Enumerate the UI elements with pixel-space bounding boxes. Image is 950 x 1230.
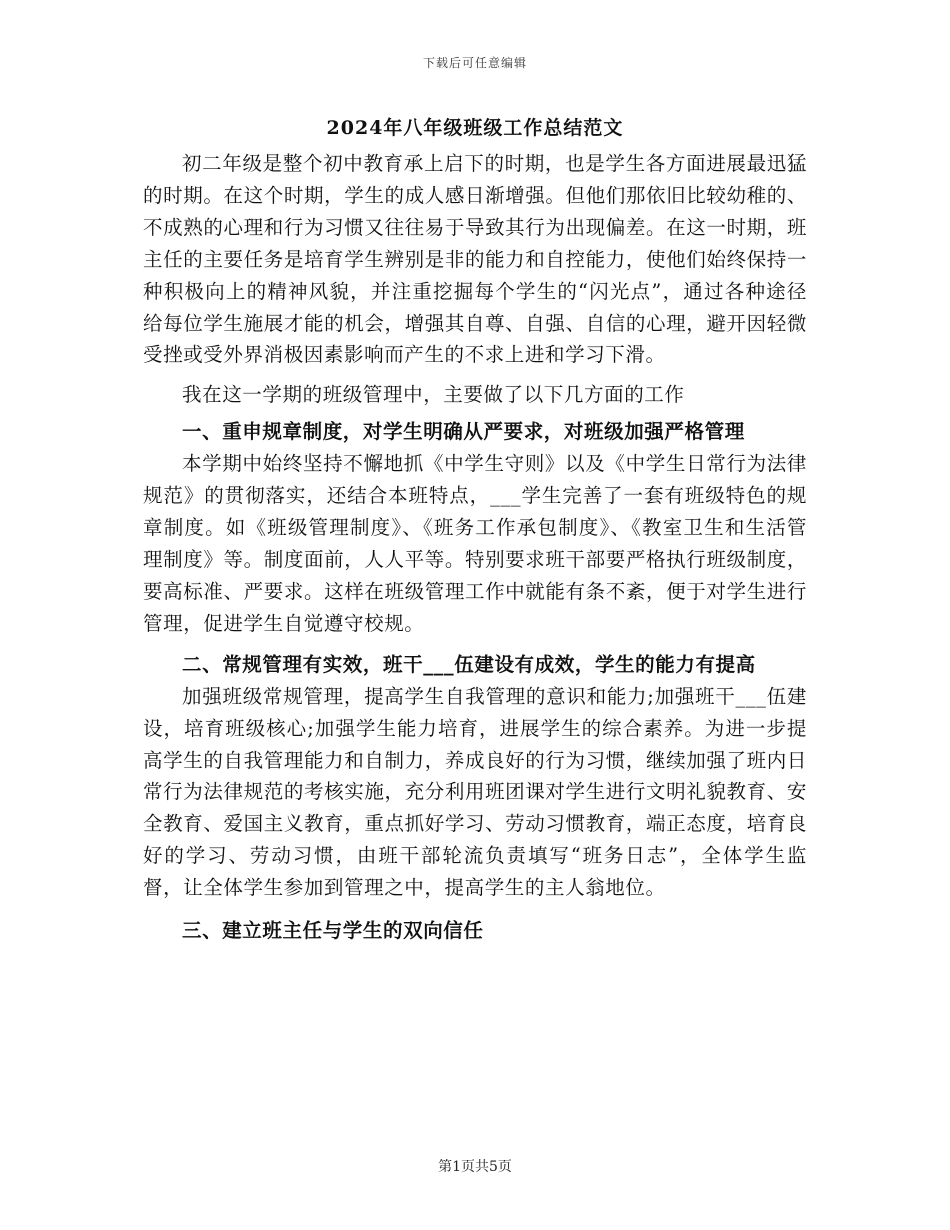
lead-paragraph: 我在这一学期的班级管理中，主要做了以下几方面的工作 xyxy=(182,383,685,407)
section-1-body: 本学期中始终坚持不懈地抓《中学生守则》以及《中学生日常行为法律规范》的贯彻落实，还结合本班特点，___学生完善了一套有班级特色的规章制度。如《班级管理制度》、《班务工作承包制度》、《教室卫生和生活管理制度》等。制度面前，人人平等。特别要求班干部要严格执行班级制度，要高标准、严要求。这样在班级管理工作中就能有条不紊，便于对学生进行管理，促进学生自觉遵守校规。 xyxy=(143,452,807,635)
page-header-note: 下载后可任意编辑 xyxy=(422,56,527,70)
section-2-body: 加强班级常规管理，提高学生自我管理的意识和能力;加强班干___伍建设，培育班级核心;加强学生能力培育，进展学生的综合素养。为进一步提高学生的自我管理能力和自制力，养成良好的行为习惯，继续加强了班内日常行为法律规范的考核实施，充分利用班团课对学生进行文明礼貌教育、安全教育、爱国主义教育，重点抓好学习、劳动习惯教育，端正态度，培育良好的学习、劳动习惯，由班干部轮流负责填写“班务日志”，全体学生监督，让全体学生参加到管理之中，提高学生的主人翁地位。 xyxy=(143,684,807,900)
section-1-heading: 一、重申规章制度，对学生明确从严要求，对班级加强严格管理 xyxy=(182,420,745,444)
section-2-heading: 二、常规管理有实效，班干___伍建设有成效，学生的能力有提高 xyxy=(182,652,756,676)
section-3-heading: 三、建立班主任与学生的双向信任 xyxy=(182,919,484,943)
document-title: 2024年八年级班级工作总结范文 xyxy=(326,117,624,139)
intro-paragraph: 初二年级是整个初中教育承上启下的时期，也是学生各方面进展最迅猛的时期。在这个时期，学生的成人感日渐增强。但他们那依旧比较幼稚的、不成熟的心理和行为习惯又往往易于导致其行为出现偏差。在这一时期，班主任的主要任务是培育学生辨别是非的能力和自控能力，使他们始终保持一种积极向上的精神风貌，并注重挖掘每个学生的“闪光点”，通过各种途径给每位学生施展才能的机会，增强其自尊、自强、自信的心理，避开因轻微受挫或受外界消极因素影响而产生的不求上进和学习下滑。 xyxy=(143,152,807,367)
page-number: 第1页共5页 xyxy=(438,1159,512,1175)
document-body xyxy=(143,112,807,947)
